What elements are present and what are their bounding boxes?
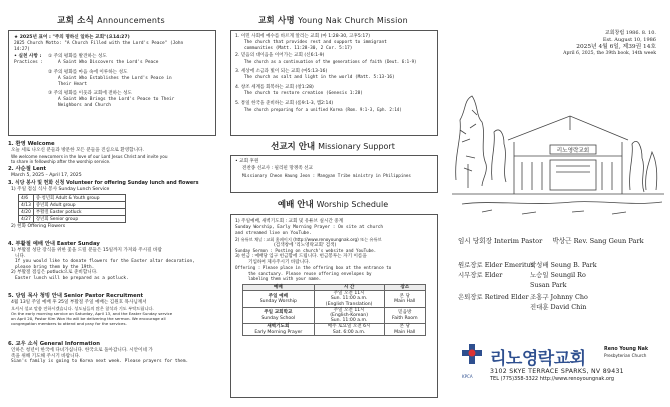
worship-text: the sanctuary. Please reuse offering envelopes by xyxy=(248,270,372,276)
motto-en-line: 14:27) xyxy=(14,46,30,52)
practice-item: ② 주의 평화를 마음 속에 이루하는 성도 xyxy=(48,70,128,75)
easter-text: 니다. xyxy=(15,253,26,259)
general-info-title: 6. 교우 소식 General Information xyxy=(8,341,100,347)
interim-pastor-role: 임시 당회장 Interim Pastor xyxy=(458,237,543,245)
lunch-title: 3. 식당 봉사 및 헌화 신청 Volunteer for offering Sunday lunch and flowers xyxy=(8,180,199,186)
worship-text: (검색창에 '리노영락교회' 검색) xyxy=(274,242,337,248)
issue-date-en: April 6, 2025, the 39th book, 14th week xyxy=(563,51,656,56)
lunch-date: 4/13 xyxy=(19,202,34,209)
staff-name: 조홍구 Johnny Cho xyxy=(530,293,588,301)
time-cell xyxy=(314,307,384,324)
mission-title-ko: 교회 사명 xyxy=(258,16,295,26)
service-cell xyxy=(243,324,315,335)
practice-item-en: A Saint Who Brings the Lord's Peace to Their xyxy=(58,97,175,102)
mission-item-en: The church that provides rest and support to immigrant xyxy=(244,40,387,45)
table-row xyxy=(243,324,426,335)
interim-pastor-name: 박상근 Rev. Sang Geun Park xyxy=(552,237,644,245)
practice-item-en: A Saint Who Establishes the Lord's Peace in xyxy=(58,76,172,81)
church-contact: TEL (775)358-3322 http://www.renoyoungnak.org xyxy=(490,376,615,382)
motto-en-line: 2025 Church Motto: "A Church Filled with the Lord's Peace" (John xyxy=(14,41,184,46)
mission-item: 4. 창조 세계를 회복하는 교회 (창1:28) xyxy=(235,85,314,90)
place-cell xyxy=(384,291,425,308)
lunch-date: 4/27 xyxy=(19,216,34,223)
church-name-en: Reno Young Nak xyxy=(604,347,649,352)
motto-line: ★ 2025년 표어 : "주의 명하신 일하는 교회"(요14:27) xyxy=(14,35,130,40)
mission-item: 3. 세상에 소금과 빛이 되는 교회 (마5:13-16) xyxy=(235,69,328,74)
practice-label: • 실천 사항 : xyxy=(14,54,42,59)
table-row xyxy=(19,202,126,209)
service-place-en: Main Hall xyxy=(394,299,416,304)
worship-text: and streamed live on YouTube. xyxy=(235,230,312,236)
practice-item-en: Their Heart xyxy=(58,81,88,87)
missionary-title-en: Missionary Support xyxy=(318,142,395,151)
service-cell xyxy=(243,291,315,308)
general-info-text: 인하은 청년이 한국에 다녀가십니다. 한국으로 돌아갑니다. 시안이네 가 xyxy=(11,348,153,353)
staff-name: 박성배 Seung B. Park xyxy=(530,261,597,269)
service-time: 주일 오전 11시 xyxy=(333,291,365,297)
service-time-en: Sun. 11:00 a.m. xyxy=(330,318,368,324)
worship-text: Offering : Please place in the offering box at the entrance to xyxy=(235,265,392,270)
table-row xyxy=(243,291,426,308)
senior-pastor-text: congregation members to attend and pray for the services. xyxy=(11,321,127,326)
worship-text: labeling them with your name. xyxy=(248,276,322,281)
service-time-en: Sun. 11:00 a.m. xyxy=(330,296,368,302)
worship-text: 3) 헌금 : 예배당 입구 헌금함에 드립니다. 헌금봉투는 자기 이름을 xyxy=(235,254,367,259)
worship-text: Sunday Worship, Early Morning Prayer : On site at church xyxy=(235,225,384,230)
announcements-header xyxy=(0,14,222,26)
column-header: 장소 xyxy=(384,285,425,291)
service-name-en: Sunday Worship xyxy=(259,299,297,304)
lent-title: 2. 사순절 Lent xyxy=(8,166,47,172)
easter-text: 2) 부활절 점심은 potluck으로 준비합니다. xyxy=(11,270,98,275)
service-place: 믿음방 xyxy=(398,310,412,316)
worship-title-ko: 예배 안내 xyxy=(277,200,314,210)
staff-role: 시무장로 Elder xyxy=(458,271,503,279)
church-address: 3102 SKYE TERRACE SPARKS, NV 89431 xyxy=(490,368,624,375)
staff-name: 노승일 Seungil Ro xyxy=(530,271,586,279)
easter-text: Easter lunch will be prepared as a potluck. xyxy=(15,275,129,281)
worship-text: Sunday Sermon : Posting on church's website and YouTube. xyxy=(235,248,377,253)
senior-pastor-title: 5. 당임 목사 청빙 안내 Senior Pastor Recruitment xyxy=(8,293,143,299)
service-note: (English-Korean) xyxy=(330,313,369,319)
general-info-text: Sian's family is going to Korea next week. Please prayers for them. xyxy=(11,359,189,364)
missionary-header xyxy=(222,140,444,152)
service-place-en: Main Hall xyxy=(394,329,416,335)
table-row xyxy=(243,307,426,324)
service-time: 주일 오전 11시 xyxy=(333,307,365,313)
issue-date: 2025년 4월 6일, 제39권 14호 xyxy=(576,44,656,50)
service-place: 본 당 xyxy=(399,324,410,330)
table-row xyxy=(19,209,126,216)
service-place-en: Faith Room xyxy=(392,315,418,321)
senior-pastor-text: 4월 13일 주일 예배 후 25일 부활절 주일 예배는 김원호 목사님께서 xyxy=(11,300,147,305)
senior-pastor-text: on April 20, Pastor Kim Won Ho will be delivering the sermon. We encourage all xyxy=(11,316,166,321)
easter-title: 4. 부활절 예배 안내 Easter Sunday xyxy=(8,241,100,247)
easter-text: please bring them by the 19th. xyxy=(15,264,95,270)
mission-item-en: The church preparing for a unified Korea (Rom. 9:1-3, Eph. 2:14) xyxy=(244,107,402,112)
time-cell xyxy=(314,291,384,308)
kpca-cross-icon xyxy=(458,342,486,372)
cover-column xyxy=(444,0,670,407)
senior-pastor-text: 오셔서 설교 말씀 전하시겠습니다. 성도님들의 많은 참석과 기도 부탁드립니다. xyxy=(11,305,154,311)
founded-date: 교회창립 1986. 8. 10. xyxy=(604,30,656,36)
flowers-subtitle: 2) 헌화 Offering Flowers xyxy=(11,224,66,229)
founded-date-en: Est. August 10, 1986 xyxy=(602,36,656,43)
lunch-team: 중년회 Adult group xyxy=(33,202,125,209)
announcements-title-ko: 교회 소식 xyxy=(57,16,94,26)
church-building-sketch xyxy=(452,60,664,226)
place-cell xyxy=(384,307,425,324)
staff-role: 원로장로 Elder Emeritus xyxy=(458,261,534,269)
senior-pastor-text: On the early morning service on Saturday, April 13, and the Easter Sunday service xyxy=(11,311,173,316)
general-info-text: 족을 위해 기도해 주시기 바랍니다. xyxy=(11,353,81,359)
mission-item: 1. 이민 사회에 예수를 바르게 알리는 교회 (마 1:28-30, 고후5:17) xyxy=(235,34,371,39)
welcome-text: 오늘 세로 나오신 분들과 방문한 모든 분들을 진심으로 환영합니다. xyxy=(11,148,144,153)
mission-item-en: communities (Matt. 11:28-30, 2 Cor. 5:17) xyxy=(244,45,353,51)
time-cell xyxy=(314,324,384,335)
mission-item: 2. 믿음의 대이음을 이어가는 교회 (신6:1-9) xyxy=(235,53,325,58)
worship-text: 기입하여 제사주시기 바랍니다. xyxy=(248,259,311,265)
interim-pastor-line xyxy=(458,237,644,246)
staff-role: 은퇴장로 Retired Elder xyxy=(458,293,529,301)
welcome-text: to share in fellowship after the worship service. xyxy=(11,158,111,164)
worship-header xyxy=(222,198,444,210)
welcome-text: We welcome newcomers in the love of our Lord Jesus Christ and invite you xyxy=(11,153,168,159)
easter-text: If you would like to donate flowers for the Easter altar decoration, xyxy=(15,259,195,264)
worship-title-en: Worship Schedule xyxy=(316,200,389,209)
staff-name: 진대훈 David Chin xyxy=(530,303,587,311)
lunch-date: 4/20 xyxy=(19,209,34,216)
missionary-text: • 교회 후원 xyxy=(235,159,259,164)
column-header: 시 간 xyxy=(314,285,384,291)
mission-item-en: The church as salt and light in the world (Matt. 5:13-16) xyxy=(244,75,395,80)
roof-line xyxy=(508,116,628,140)
announcements-title-en: Announcements xyxy=(97,16,165,25)
lunch-schedule-table xyxy=(18,194,126,223)
service-name-en: Early Morning Prayer xyxy=(254,329,303,335)
worship-schedule-table xyxy=(242,284,426,336)
mission-item-en: The church to restore creation (Genesis 1:28) xyxy=(244,91,363,96)
church-name-en: Presbyterian Church xyxy=(604,353,647,358)
mission-item: 5. 통일 한국을 준비하는 교회 (롬9:1-3, 엡2:14) xyxy=(235,101,334,106)
missionary-title-ko: 선교지 안내 xyxy=(271,142,316,152)
practice-item-en: A Saint Who Discovers the Lord's Peace xyxy=(58,60,159,65)
kpca-label: KPCA xyxy=(462,374,473,379)
lunch-team: 부활절 Easter potluck xyxy=(33,209,125,216)
column-header: 예배 xyxy=(243,285,315,291)
lent-dates: March 5, 2025 – April 17, 2025 xyxy=(11,173,82,178)
tree-sketch xyxy=(456,96,487,186)
announcements-column xyxy=(0,0,222,407)
lunch-subtitle: 1) 주일 점심 식사 봉사 Sunday Lunch Service xyxy=(11,187,110,192)
lunch-date: 4/6 xyxy=(19,195,34,202)
staff-name: Susan Park xyxy=(530,281,567,289)
table-row xyxy=(19,216,126,223)
practice-item: ① 주의 평화를 발견하는 성도 xyxy=(48,54,107,59)
missionary-text: Missionary Cheon Haung Jeon : Mangyan Tribe ministry in Philippines xyxy=(242,173,411,178)
mission-header xyxy=(222,14,444,26)
service-cell xyxy=(243,307,315,324)
service-time: 매주 토요일 오전 6시 xyxy=(327,324,371,330)
place-cell xyxy=(384,324,425,335)
worship-text: 1) 주일예배, 새벽기도회 : 교회 및 유튜브 실시간 중계 xyxy=(235,219,344,224)
welcome-title: 1. 환영 Welcome xyxy=(8,141,55,147)
practice-label-en: Practices : xyxy=(14,60,44,65)
church-sign-text: 리노영락교회 xyxy=(556,148,590,154)
missionary-text: 전찬종 선교사 : 필리핀 망쟁족 선교 xyxy=(242,166,313,171)
easter-text: 1) 부활절 성단 장식을 위한 꽃을 드릴 분들은 15일까지 가져와 주시길 바랍 xyxy=(11,248,162,253)
mission-item-en: The church as a continuation of the generations of faith (Deut. 6:1-9) xyxy=(244,59,417,64)
table-row xyxy=(19,195,126,202)
service-name: 주일 교회학교 xyxy=(264,310,293,316)
service-note: (English Translation) xyxy=(325,301,373,307)
lunch-team: 중·청년회 Adult & Youth group xyxy=(33,195,125,202)
lunch-team: 장년회 Senior group xyxy=(33,216,125,223)
mission-worship-column xyxy=(222,0,444,407)
service-time-en: Sat. 6:00 a.m. xyxy=(332,329,366,335)
service-name: 주일 예배 xyxy=(268,293,289,299)
mission-title-en: Young Nak Church Mission xyxy=(298,16,408,25)
worship-text: 2) 유튜브 채널 : 교회 홈페이지 (http://www.renoyoungnak.org) 또는 유튜브 xyxy=(235,237,382,242)
practice-item-en: Neighbors and Church xyxy=(58,102,111,108)
service-name: 새벽기도회 xyxy=(267,324,290,330)
practice-item: ③ 주의 평화를 이웃과 교회에 전하는 성도 xyxy=(48,91,132,96)
service-name-en: Sunday School xyxy=(261,315,296,321)
church-name-ko: 리노영락교회 xyxy=(490,349,586,369)
service-place: 본 당 xyxy=(399,293,410,299)
